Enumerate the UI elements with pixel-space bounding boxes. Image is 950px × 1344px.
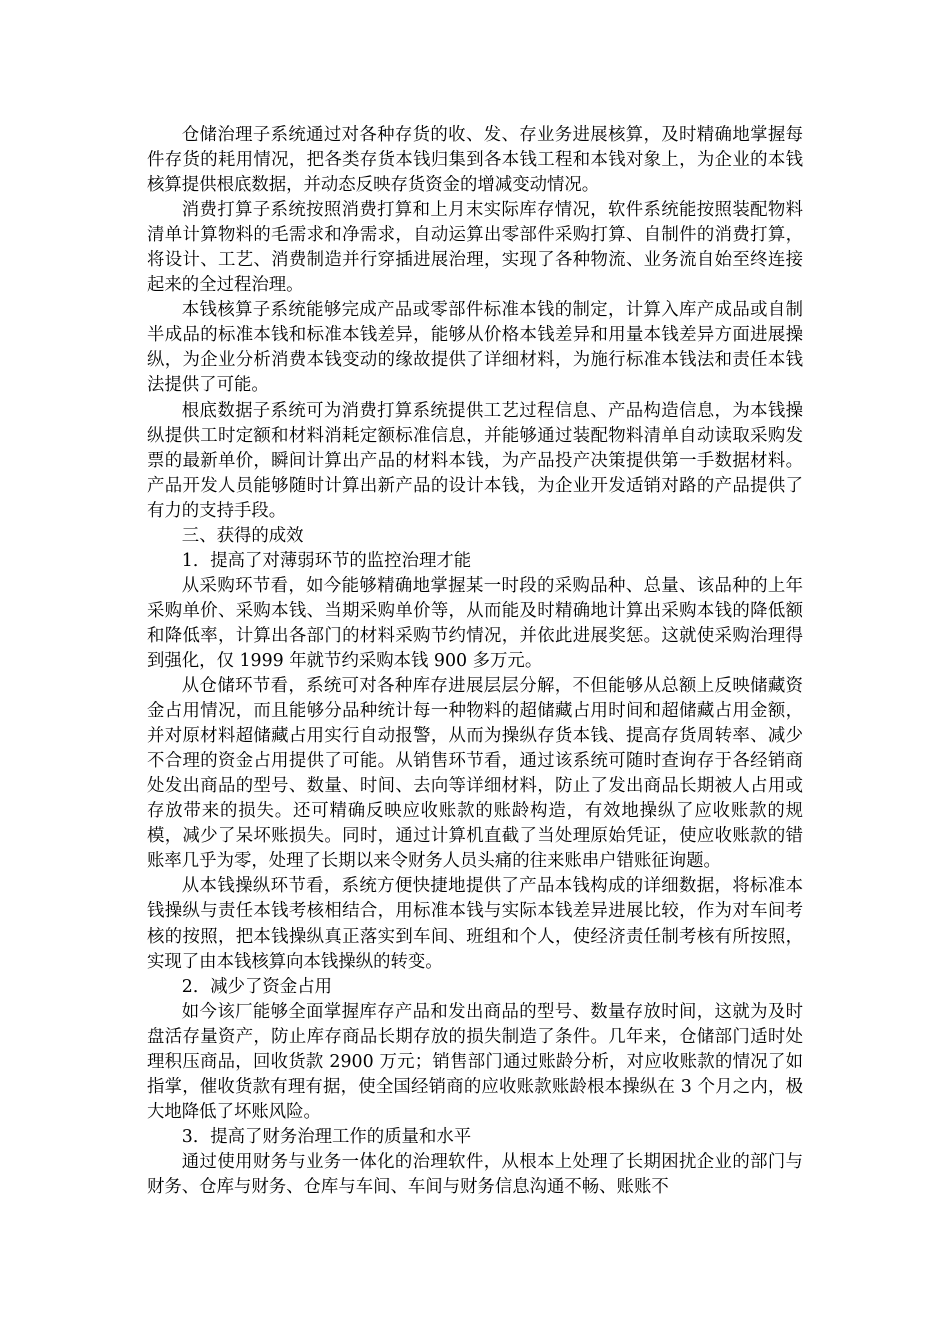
subheading-monitoring: 1．提高了对薄弱环节的监控治理才能 [181,550,472,571]
subheading-finance-quality: 3．提高了财务治理工作的质量和水平 [181,1126,472,1147]
paragraph-cost-control: 从本钱操纵环节看，系统方便快捷地提供了产品本钱构成的详细数据，将标准本钱操纵与责任本钱考核相结合，用标准本钱与实际本钱差异进展比较，作为对车间考核的按照，把本钱操纵真正落实到车间、班组和个人，使经济责任制考核有所按照，实现了由本钱核算向本钱操纵的转变。 [147,876,803,972]
paragraph-procurement: 从采购环节看，如今能够精确地掌握某一时段的采购品种、总量、该品种的上年采购单价、采购本钱、当期采购单价等，从而能及时精确地计算出采购本钱的降低额和降低率，计算出各部门的材料采购节约情况，并依此进展奖惩。这就使采购治理得到强化，仅 1999 年就节约采购本钱 900 多万元。 [147,575,803,671]
paragraph-warehouse-sales: 从仓储环节看，系统可对各种库存进展层层分解，不但能够从总额上反映储藏资金占用情况，而且能够分品种统计每一种物料的超储藏占用时间和超储藏占用金额，并对原材料超储藏占用实行自动报警，从而为操纵存货本钱、提高存货周转率、减少不合理的资金占用提供了可能。从销售环节看，通过该系统可随时查询存于各经销商处发出商品的型号、数量、时间、去向等详细材料，防止了发出商品长期被人占用或存放带来的损失。还可精确反映应收账款的账龄构造，有效地操纵了应收账款的规模，减少了呆坏账损失。同时，通过计算机直截了当处理原始凭证，使应收账款的错账率几乎为零，处理了长期以来令财务人员头痛的往来账串户错账征询题。 [147,676,803,872]
section-heading-results: 三、获得的成效 [181,525,304,546]
paragraph-cost-accounting-subsystem: 本钱核算子系统能够完成产品或零部件标准本钱的制定，计算入库产成品或自制半成品的标准本钱和标准本钱差异，能够从价格本钱差异和用量本钱差异方面进展操纵，为企业分析消费本钱变动的缘故提供了详细材料，为施行标准本钱法和责任本钱法提供了可能。 [147,300,803,396]
paragraph-production-plan-subsystem: 消费打算子系统按照消费打算和上月末实际库存情况，软件系统能按照装配物料清单计算物料的毛需求和净需求，自动运算出零部件采购打算、自制件的消费打算，将设计、工艺、消费制造并行穿插进展治理，实现了各种物流、业务流自始至终连接起来的全过程治理。 [147,200,803,296]
subheading-capital-reduction: 2．减少了资金占用 [181,976,332,997]
paragraph-warehouse-subsystem: 仓储治理子系统通过对各种存货的收、发、存业务进展核算，及时精确地掌握每件存货的耗用情况，把各类存货本钱归集到各本钱工程和本钱对象上，为企业的本钱核算提供根底数据，并动态反映存货资金的增减变动情况。 [147,125,803,196]
paragraph-base-data-subsystem: 根底数据子系统可为消费打算系统提供工艺过程信息、产品构造信息，为本钱操纵提供工时定额和材料消耗定额标准信息，并能够通过装配物料清单自动读取采购发票的最新单价，瞬间计算出产品的材料本钱，为产品投产决策提供第一手数据材料。产品开发人员能够随时计算出新产品的设计本钱，为企业开发适销对路的产品提供了有力的支持手段。 [147,400,803,521]
document-body [147,123,803,1200]
paragraph-finance-quality: 通过使用财务与业务一体化的治理软件，从根本上处理了长期困扰企业的部门与财务、仓库与财务、仓库与车间、车间与财务信息沟通不畅、账账不 [147,1151,803,1197]
paragraph-capital-reduction: 如今该厂能够全面掌握库存产品和发出商品的型号、数量存放时间，这就为及时盘活存量资产，防止库存商品长期存放的损失制造了条件。几年来，仓储部门适时处理积压商品，回收货款 2900 万元；销售部门通过账龄分析，对应收账款的情况了如指掌，催收货款有理有据，使全国经销商的应收账款账龄根本操纵在 3 个月之内，极大地降低了坏账风险。 [147,1001,803,1122]
